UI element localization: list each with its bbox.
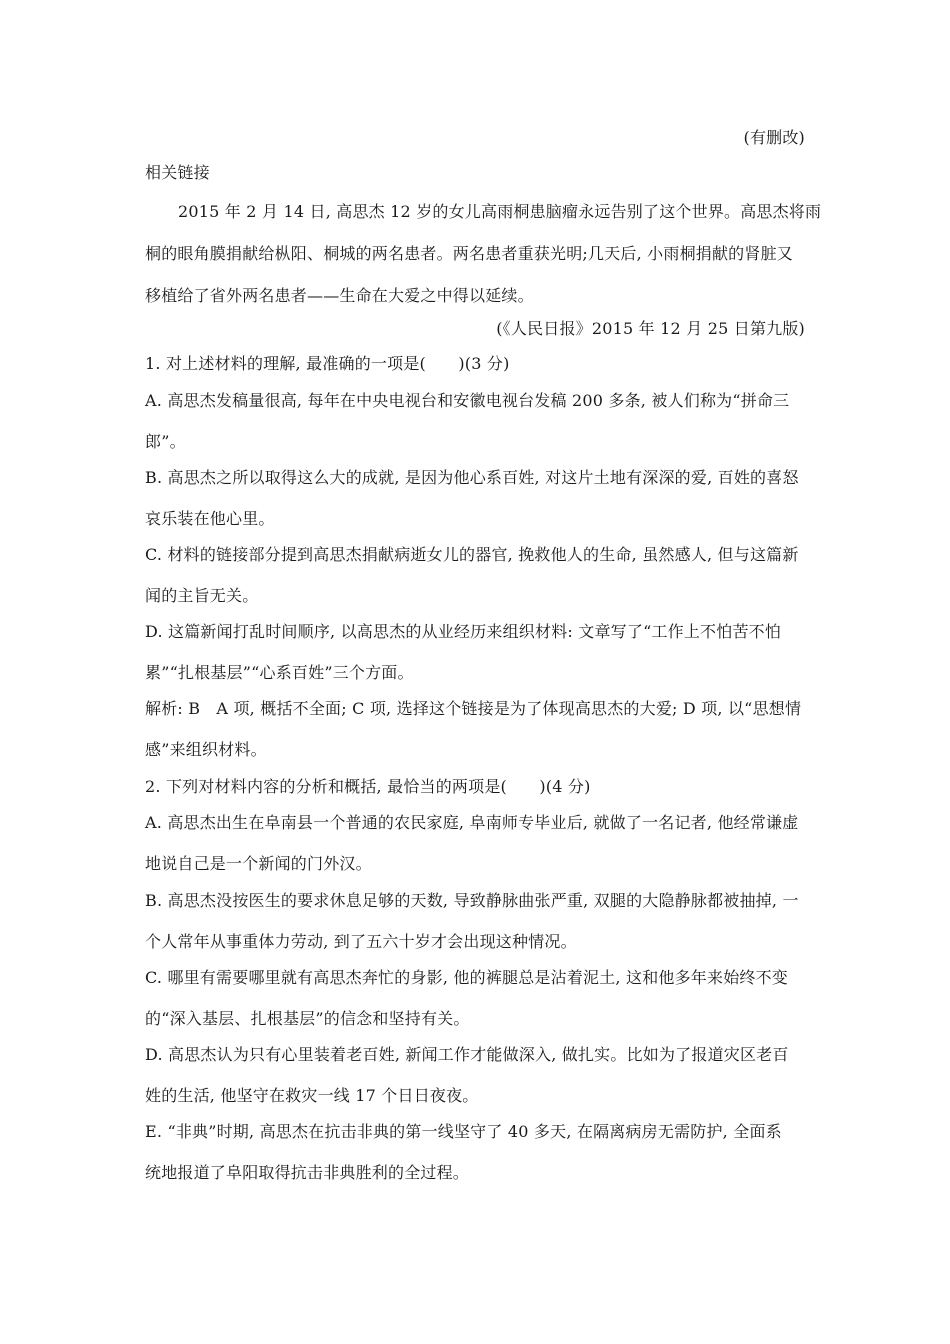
question-1-option-b-line-2: 哀乐装在他心里。: [145, 509, 275, 528]
question-2-option-a-line-2: 地说自己是一个新闻的门外汉。: [145, 854, 372, 873]
question-1-analysis-line-2: 感”来组织材料。: [145, 740, 267, 759]
related-link-paragraph-line-3: 移植给了省外两名患者——生命在大爱之中得以延续。: [145, 286, 534, 305]
question-1-option-c-line-1: C. 材料的链接部分提到高思杰捐献病逝女儿的器官, 挽救他人的生命, 虽然感人, 但与这篇新: [145, 545, 799, 564]
related-link-paragraph-line-1: 2015 年 2 月 14 日, 高思杰 12 岁的女儿高雨桐患脑瘤永远告别了这个世界。高思杰将雨: [178, 202, 822, 221]
question-1-option-a-line-2: 郎”。: [145, 432, 186, 451]
document-page: [145, 0, 822, 1344]
question-1-option-d-line-2: 累”“扎根基层”“心系百姓”三个方面。: [145, 663, 414, 682]
question-1-option-c-line-2: 闻的主旨无关。: [145, 586, 259, 605]
related-link-paragraph-line-2: 桐的眼角膜捐献给枞阳、桐城的两名患者。两名患者重获光明;几天后, 小雨桐捐献的肾脏又: [145, 244, 793, 263]
question-2-option-c-line-2: 的“深入基层、扎根基层”的信念和坚持有关。: [145, 1009, 470, 1028]
question-1-option-d-line-1: D. 这篇新闻打乱时间顺序, 以高思杰的从业经历来组织材料: 文章写了“工作上不怕苦不怕: [145, 622, 782, 641]
source-note: (有删改): [743, 128, 805, 147]
question-2-option-d-line-1: D. 高思杰认为只有心里装着老百姓, 新闻工作才能做深入, 做扎实。比如为了报道灾区老百: [145, 1045, 789, 1064]
question-2-option-c-line-1: C. 哪里有需要哪里就有高思杰奔忙的身影, 他的裤腿总是沾着泥土, 这和他多年来始终不变: [145, 968, 788, 987]
question-1-option-b-line-1: B. 高思杰之所以取得这么大的成就, 是因为他心系百姓, 对这片土地有深深的爱, 百姓的喜怒: [145, 468, 799, 487]
question-1-analysis-line-1: 解析: B A 项, 概括不全面; C 项, 选择这个链接是为了体现高思杰的大爱; D 项, 以“思想情: [145, 699, 802, 718]
question-2-stem: 2. 下列对材料内容的分析和概括, 最恰当的两项是( )(4 分): [145, 777, 591, 796]
question-2-option-d-line-2: 姓的生活, 他坚守在救灾一线 17 个日日夜夜。: [145, 1086, 479, 1105]
question-1-option-a-line-1: A. 高思杰发稿量很高, 每年在中央电视台和安徽电视台发稿 200 多条, 被人们称为“拼命三: [145, 391, 790, 410]
question-2-option-a-line-1: A. 高思杰出生在阜南县一个普通的农民家庭, 阜南师专毕业后, 就做了一名记者, 他经常谦虚: [145, 813, 799, 832]
question-2-option-e-line-1: E. “非典”时期, 高思杰在抗击非典的第一线坚守了 40 多天, 在隔离病房无需防护, 全面系: [145, 1122, 782, 1141]
question-2-option-b-line-2: 个人常年从事重体力劳动, 到了五六十岁才会出现这种情况。: [145, 932, 577, 951]
citation: (《人民日报》2015 年 12 月 25 日第九版): [496, 319, 805, 338]
question-1-stem: 1. 对上述材料的理解, 最准确的一项是( )(3 分): [145, 354, 510, 373]
question-2-option-e-line-2: 统地报道了阜阳取得抗击非典胜利的全过程。: [145, 1163, 470, 1182]
related-link-heading: 相关链接: [145, 163, 210, 182]
question-2-option-b-line-1: B. 高思杰没按医生的要求休息足够的天数, 导致静脉曲张严重, 双腿的大隐静脉都被抽掉, 一: [145, 891, 799, 910]
